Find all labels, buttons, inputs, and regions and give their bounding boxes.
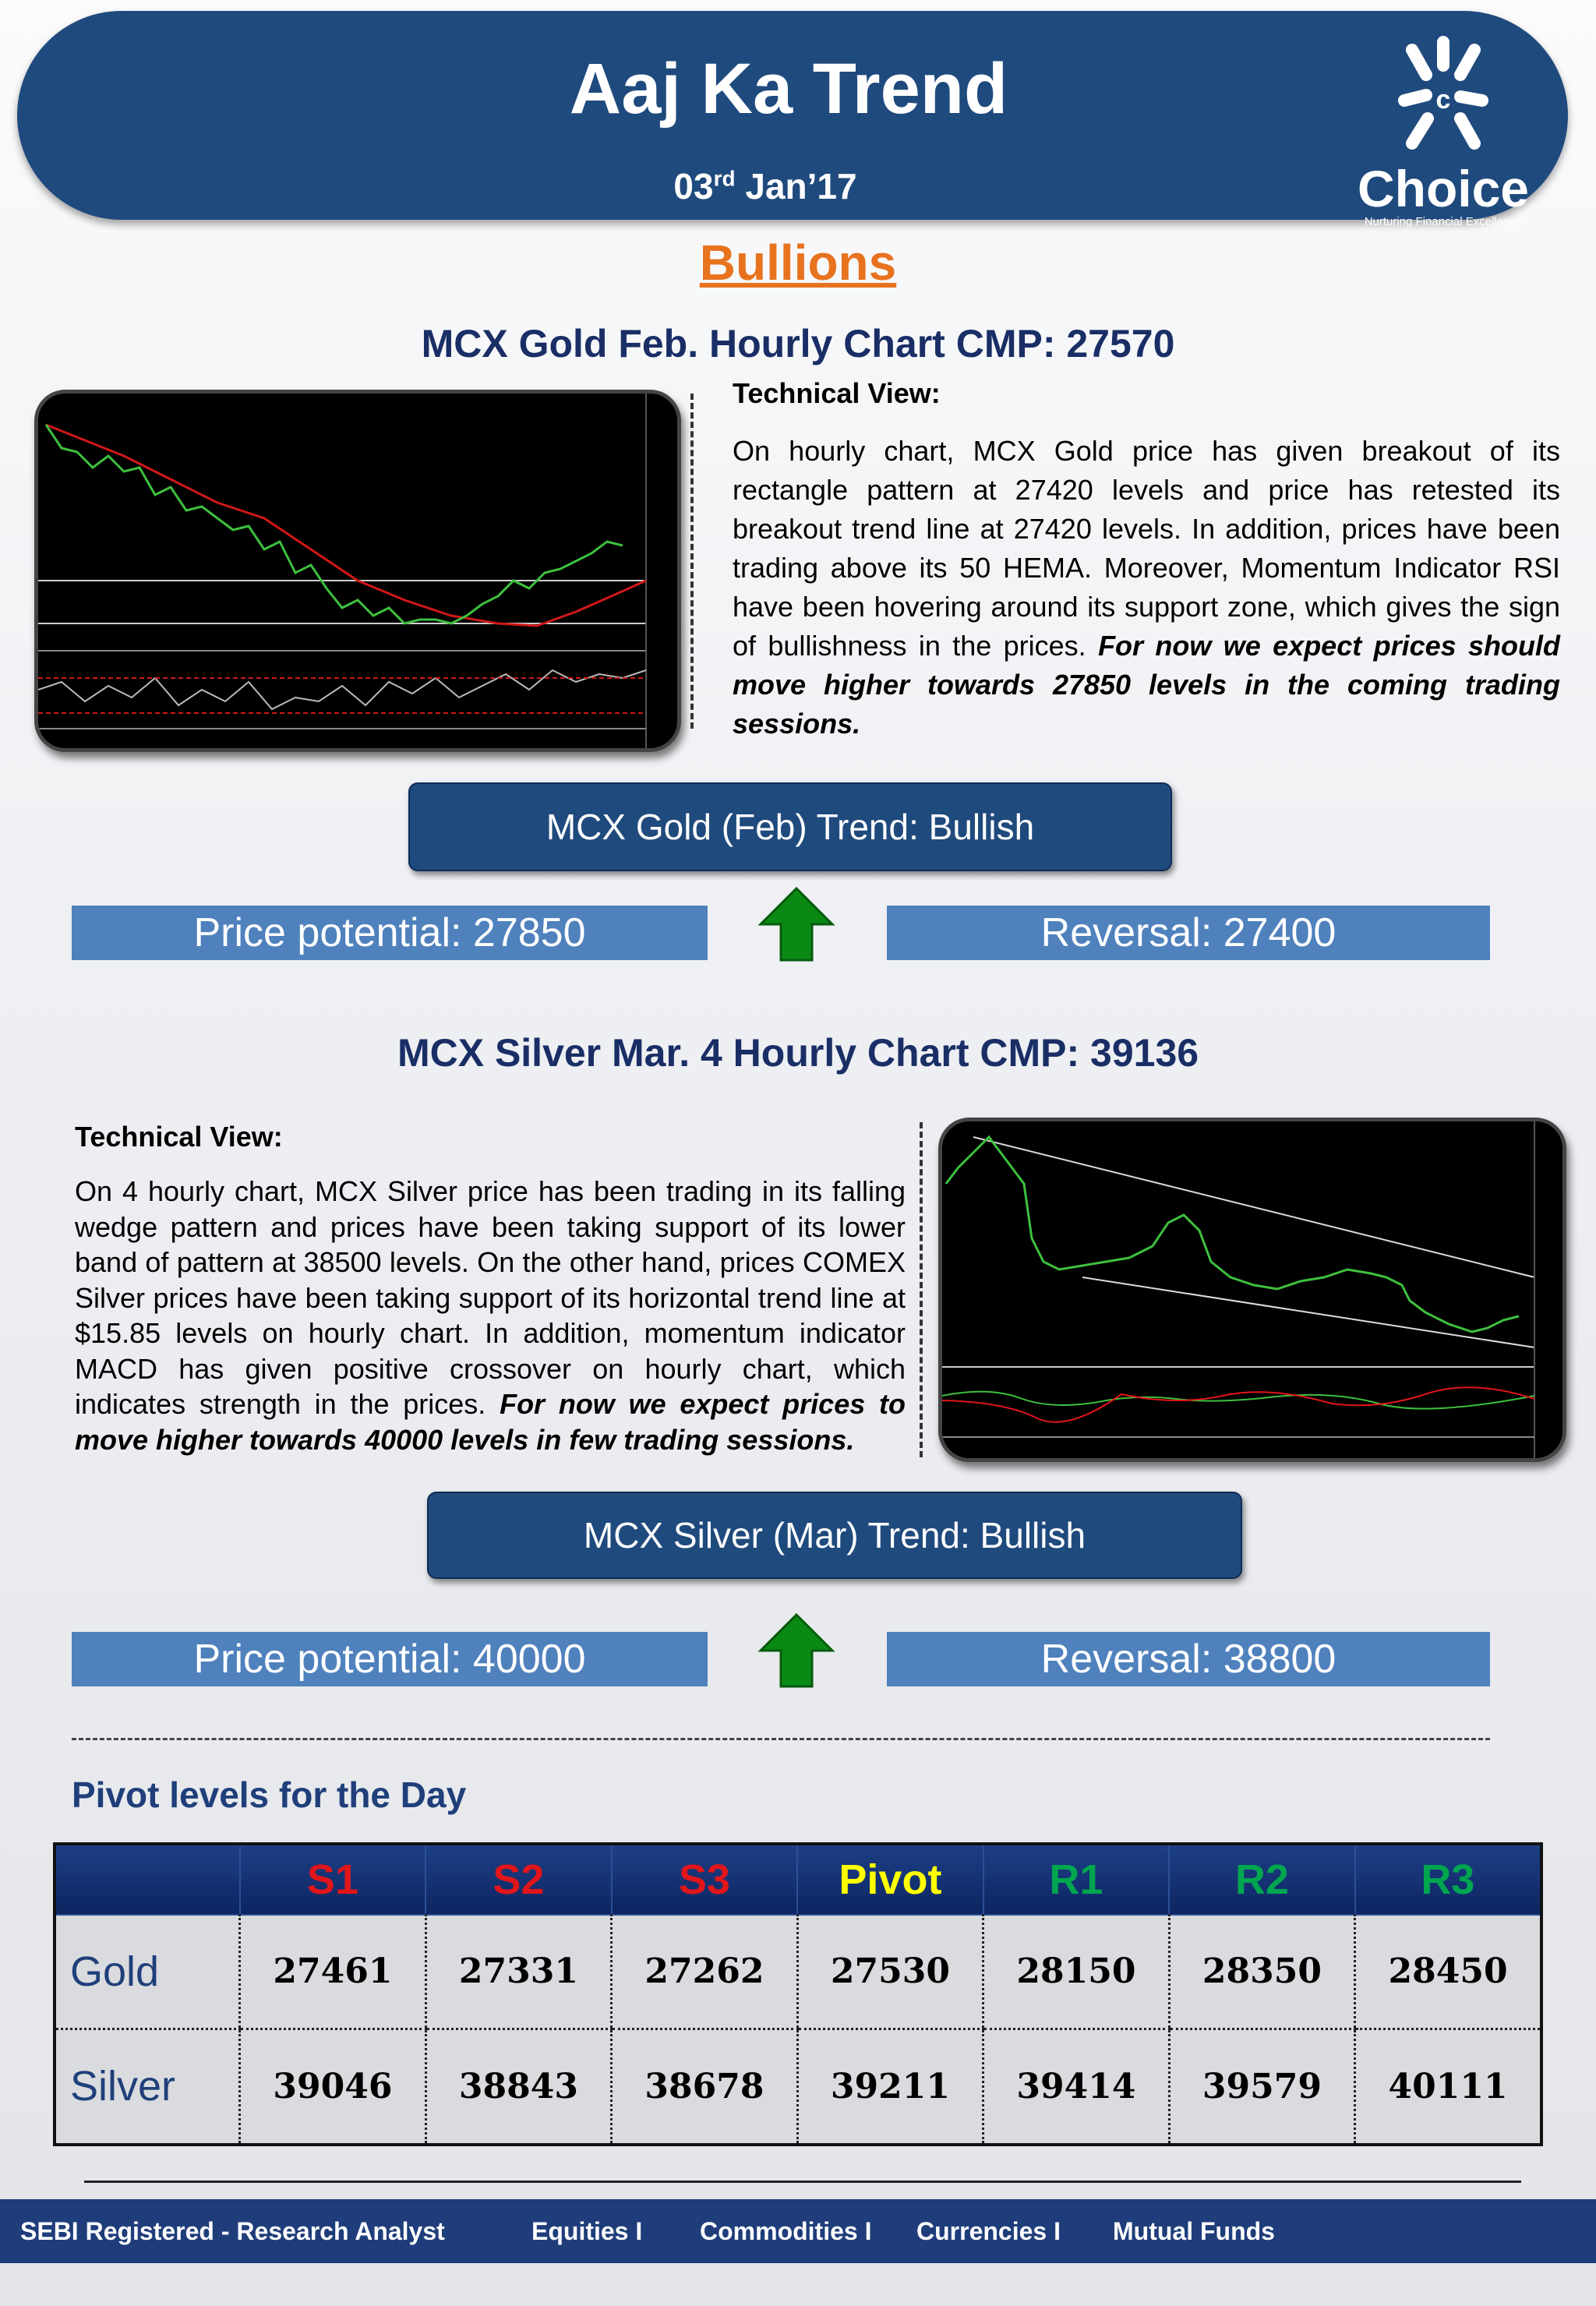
footer-currencies: Currencies I (916, 2217, 1061, 2245)
section-title: Bullions (699, 235, 897, 291)
table-cell: 27331 (425, 1915, 612, 2029)
pivot-header-r1: R1 (983, 1844, 1170, 1915)
table-cell: 27262 (612, 1915, 798, 2029)
gold-technical-view-title: Technical View: (733, 377, 941, 409)
table-cell: 39414 (983, 2029, 1170, 2145)
up-arrow-icon (757, 1612, 835, 1690)
pivot-header-r3: R3 (1355, 1844, 1541, 1915)
footer-mutual-funds: Mutual Funds (1113, 2217, 1275, 2245)
logo-tagline: Nurturing Financial Excellence (1364, 215, 1523, 228)
silver-divider (920, 1122, 923, 1457)
up-arrow-icon (757, 885, 835, 963)
pivot-title: Pivot levels for the Day (72, 1775, 467, 1815)
pivot-header-s1: S1 (240, 1844, 426, 1915)
silver-technical-view-title: Technical View: (75, 1121, 283, 1153)
header-banner (17, 11, 1568, 228)
report-date: 03rd Jan’17 (673, 166, 857, 207)
pivot-header-s2: S2 (425, 1844, 612, 1915)
table-cell: 40111 (1355, 2029, 1541, 2145)
pivot-header-blank (55, 1844, 240, 1915)
pivot-header-pivot: Pivot (797, 1844, 983, 1915)
silver-reversal: Reversal: 38800 (887, 1632, 1490, 1686)
choice-logo (1326, 26, 1560, 228)
table-row (55, 2029, 1541, 2145)
table-cell: 28350 (1169, 1915, 1355, 2029)
footer-sebi: SEBI Registered - Research Analyst (20, 2217, 445, 2245)
table-cell: 38843 (425, 2029, 612, 2145)
pivot-header-s3: S3 (612, 1844, 798, 1915)
choice-logo-icon (1326, 26, 1560, 159)
table-cell: 39211 (797, 2029, 983, 2145)
gold-divider (690, 394, 694, 729)
footer-bar (0, 2199, 1596, 2263)
pivot-table (53, 1842, 1543, 2146)
silver-candlestick-chart (942, 1121, 1562, 1458)
silver-trend-box: MCX Silver (Mar) Trend: Bullish (427, 1492, 1242, 1579)
table-cell: 27530 (797, 1915, 983, 2029)
gold-reversal: Reversal: 27400 (887, 906, 1490, 960)
gold-technical-view-text: On hourly chart, MCX Gold price has given breakout of its rectangle pattern at 27420 levels and price has retested its breakout trend line at 27420 levels. In addition, prices have been trading above its 50 HEMA. Moreover, Momentum Indicator RSI have been hovering around its support zone, which gives the sign of bullishness in the prices. For now we expect prices should move higher towards 27850 levels in the coming trading sessions. (733, 435, 1560, 740)
table-cell: 28150 (983, 1915, 1170, 2029)
silver-chart-image (938, 1118, 1566, 1462)
svg-text:c: c (1435, 85, 1451, 115)
row-label-gold: Gold (55, 1915, 240, 2029)
gold-chart-heading: MCX Gold Feb. Hourly Chart CMP: 27570 (421, 322, 1175, 365)
footer-rule (84, 2181, 1521, 2183)
table-cell: 38678 (612, 2029, 798, 2145)
footer-equities: Equities I (531, 2217, 643, 2245)
table-cell: 27461 (240, 1915, 426, 2029)
logo-wordmark: Choice (1357, 160, 1530, 217)
table-cell: 39046 (240, 2029, 426, 2145)
table-row (55, 1915, 1541, 2029)
gold-trend-box: MCX Gold (Feb) Trend: Bullish (408, 782, 1172, 871)
gold-price-potential: Price potential: 27850 (72, 906, 708, 960)
gold-candlestick-chart (38, 394, 677, 748)
silver-technical-view-text: On 4 hourly chart, MCX Silver price has been trading in its falling wedge pattern and prices have been taking support of its lower band of pattern at 38500 levels. On the other hand, prices COMEX Silver prices have been taking support of its horizontal trend line at $15.85 levels on hourly chart. In addition, momentum indicator MACD has given positive crossover on hourly chart, which indicates strength in the prices. For now we expect prices to move higher towards 40000 levels in few trading sessions. (75, 1175, 906, 1456)
page-title: Aaj Ka Trend (569, 49, 1008, 129)
gold-chart-image (34, 390, 681, 752)
footer-commodities: Commodities I (700, 2217, 872, 2245)
pivot-header-r2: R2 (1169, 1844, 1355, 1915)
silver-price-potential: Price potential: 40000 (72, 1632, 708, 1686)
table-cell: 28450 (1355, 1915, 1541, 2029)
silver-chart-heading: MCX Silver Mar. 4 Hourly Chart CMP: 39136 (397, 1031, 1199, 1075)
pivot-header-row (55, 1844, 1541, 1915)
row-label-silver: Silver (55, 2029, 240, 2145)
section-divider (72, 1738, 1490, 1740)
table-cell: 39579 (1169, 2029, 1355, 2145)
